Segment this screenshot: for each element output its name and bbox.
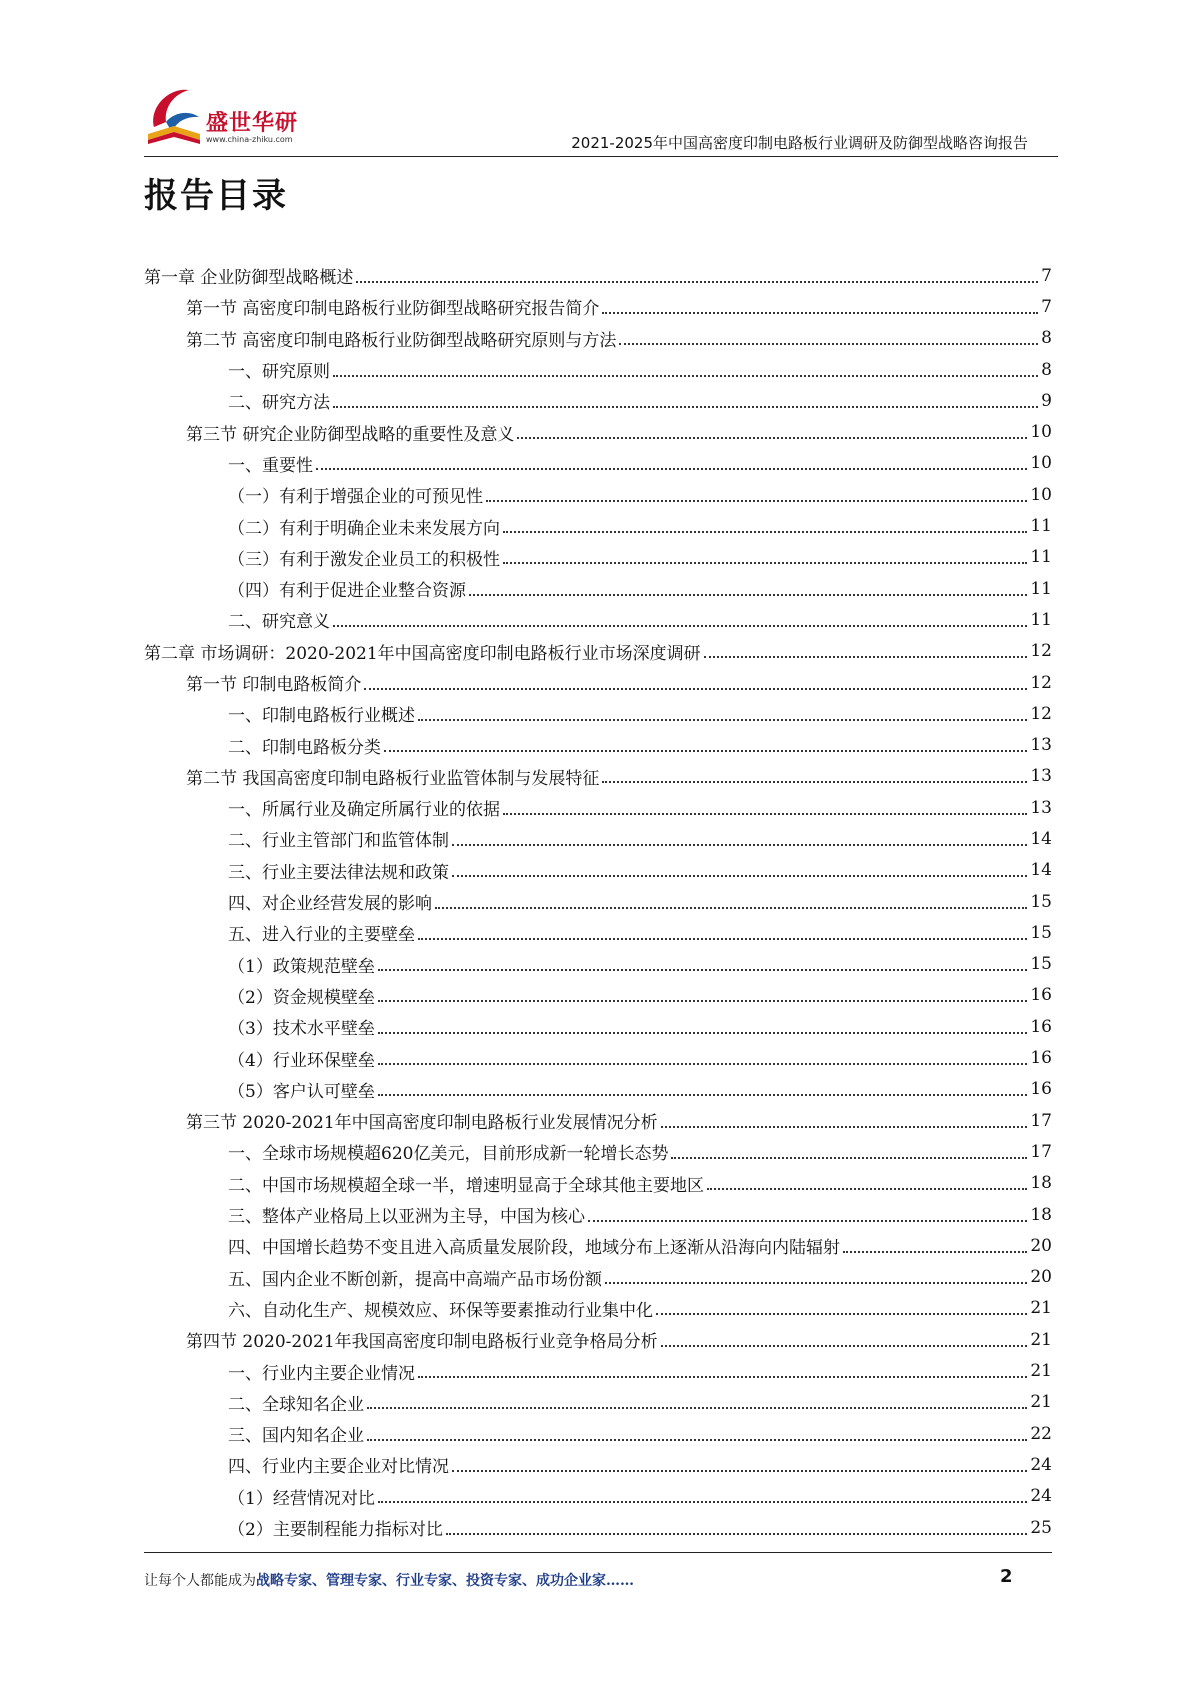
toc-dot-leader — [602, 312, 1038, 314]
toc-entry[interactable] — [144, 823, 1052, 854]
toc-entry-page: 7 — [1041, 265, 1052, 286]
toc-entry-page: 13 — [1030, 735, 1052, 756]
toc-entry-title: 第二章 市场调研：2020-2021年中国高密度印制电路板行业市场深度调研 — [144, 643, 701, 664]
toc-dot-leader — [588, 1220, 1027, 1222]
toc-entry-title: 四、对企业经营发展的影响 — [228, 894, 432, 915]
footer-slogan — [144, 1570, 634, 1590]
toc-entry-page: 10 — [1030, 453, 1052, 474]
toc-entry-page: 12 — [1030, 641, 1052, 662]
toc-entry[interactable] — [144, 1449, 1052, 1480]
toc-dot-leader — [435, 907, 1027, 909]
toc-entry-title: 一、研究原则 — [228, 362, 330, 383]
slogan-prefix: 让每个人都能成为 — [144, 1573, 256, 1589]
toc-dot-leader — [469, 594, 1027, 596]
toc-entry-page: 16 — [1030, 985, 1052, 1006]
toc-dot-leader — [378, 1032, 1028, 1034]
toc-entry-page: 9 — [1041, 390, 1052, 411]
toc-entry-page: 13 — [1030, 797, 1052, 818]
toc-dot-leader — [384, 750, 1027, 752]
toc-entry[interactable] — [144, 1199, 1052, 1230]
toc-entry-page: 15 — [1030, 922, 1052, 943]
toc-dot-leader — [418, 938, 1027, 940]
toc-entry-page: 18 — [1030, 1204, 1052, 1225]
toc-dot-leader — [707, 1188, 1027, 1190]
toc-dot-leader — [316, 468, 1027, 470]
toc-entry-title: 一、行业内主要企业情况 — [228, 1363, 415, 1384]
toc-entry-title: 第一章 企业防御型战略概述 — [144, 268, 354, 289]
toc-entry-title: 一、重要性 — [228, 455, 313, 476]
toc-entry[interactable] — [144, 604, 1052, 635]
toc-entry[interactable] — [144, 917, 1052, 948]
toc-dot-leader — [661, 1345, 1028, 1347]
toc-entry-title: 五、进入行业的主要壁垒 — [228, 925, 415, 946]
toc-entry-page: 17 — [1030, 1110, 1052, 1131]
page-number: 2 — [1000, 1566, 1013, 1587]
toc-entry-title: 第二节 我国高密度印制电路板行业监管体制与发展特征 — [186, 768, 600, 789]
toc-entry-page: 22 — [1030, 1423, 1052, 1444]
toc-dot-leader — [333, 406, 1038, 408]
toc-entry-title: 第二节 高密度印制电路板行业防御型战略研究原则与方法 — [186, 330, 617, 351]
toc-entry[interactable] — [144, 1481, 1052, 1512]
toc-entry-page: 14 — [1030, 860, 1052, 881]
toc-entry[interactable] — [144, 1168, 1052, 1199]
toc-entry-page: 16 — [1030, 1079, 1052, 1100]
toc-entry-title: （4）行业环保壁垒 — [228, 1050, 375, 1071]
toc-entry-title: （1）政策规范壁垒 — [228, 956, 375, 977]
toc-entry-page: 16 — [1030, 1016, 1052, 1037]
toc-entry-page: 18 — [1030, 1173, 1052, 1194]
toc-entry[interactable] — [144, 1293, 1052, 1324]
document-title: 2021-2025年中国高密度印制电路板行业调研及防御型战略咨询报告 — [571, 134, 1028, 152]
toc-entry[interactable] — [144, 1230, 1052, 1261]
toc-entry[interactable] — [144, 1105, 1052, 1136]
toc-entry-page: 16 — [1030, 1048, 1052, 1069]
toc-dot-leader — [378, 1501, 1028, 1503]
toc-dot-leader — [367, 1439, 1027, 1441]
toc-dot-leader — [356, 281, 1038, 283]
toc-entry[interactable] — [144, 291, 1052, 322]
toc-entry-page: 15 — [1030, 954, 1052, 975]
toc-entry-title: 三、整体产业格局上以亚洲为主导，中国为核心 — [228, 1207, 585, 1228]
toc-entry-page: 8 — [1041, 359, 1052, 380]
toc-entry-page: 12 — [1030, 703, 1052, 724]
toc-dot-leader — [605, 1282, 1027, 1284]
toc-entry[interactable] — [144, 573, 1052, 604]
toc-entry-page: 14 — [1030, 828, 1052, 849]
company-logo — [144, 82, 314, 157]
toc-dot-leader — [367, 1407, 1027, 1409]
toc-entry-title: （二）有利于明确企业未来发展方向 — [228, 518, 500, 539]
toc-dot-leader — [704, 656, 1028, 658]
toc-entry-title: （一）有利于增强企业的可预见性 — [228, 487, 483, 508]
toc-dot-leader — [333, 375, 1038, 377]
footer-divider — [144, 1552, 1052, 1553]
toc-dot-leader — [333, 625, 1027, 627]
toc-entry-title: 第一节 高密度印制电路板行业防御型战略研究报告简介 — [186, 299, 600, 320]
toc-entry[interactable] — [144, 761, 1052, 792]
toc-entry-page: 11 — [1030, 609, 1052, 630]
toc-entry[interactable] — [144, 260, 1052, 291]
toc-dot-leader — [452, 875, 1027, 877]
toc-dot-leader — [503, 562, 1027, 564]
toc-entry-title: 二、印制电路板分类 — [228, 737, 381, 758]
toc-dot-leader — [503, 813, 1027, 815]
toc-dot-leader — [656, 1313, 1027, 1315]
toc-dot-leader — [661, 1126, 1028, 1128]
toc-entry[interactable] — [144, 1074, 1052, 1105]
toc-entry-page: 13 — [1030, 766, 1052, 787]
toc-entry[interactable] — [144, 542, 1052, 573]
toc-dot-leader — [418, 719, 1027, 721]
toc-entry[interactable] — [144, 1387, 1052, 1418]
toc-entry-page: 11 — [1030, 547, 1052, 568]
toc-entry-page: 10 — [1030, 422, 1052, 443]
toc-entry-title: 一、印制电路板行业概述 — [228, 706, 415, 727]
logo-url: www.china-zhiku.com — [206, 135, 293, 144]
page-header — [144, 70, 1058, 160]
toc-entry-title: 二、全球知名企业 — [228, 1394, 364, 1415]
toc-entry[interactable] — [144, 479, 1052, 510]
toc-dot-leader — [364, 688, 1027, 690]
toc-entry-page: 12 — [1030, 672, 1052, 693]
toc-entry-title: 三、行业主要法律法规和政策 — [228, 862, 449, 883]
slogan-highlight: 战略专家、管理专家、行业专家、投资专家、成功企业家…… — [256, 1573, 634, 1589]
toc-dot-leader — [619, 343, 1038, 345]
toc-entry-title: （3）技术水平壁垒 — [228, 1019, 375, 1040]
toc-entry[interactable] — [144, 729, 1052, 760]
toc-entry-title: 四、中国增长趋势不变且进入高质量发展阶段，地域分布上逐渐从沿海向内陆辐射 — [228, 1238, 840, 1259]
table-of-contents — [144, 260, 1052, 1543]
toc-entry-title: 六、自动化生产、规模效应、环保等要素推动行业集中化 — [228, 1300, 653, 1321]
toc-dot-leader — [486, 500, 1027, 502]
toc-dot-leader — [602, 781, 1027, 783]
toc-entry[interactable] — [144, 886, 1052, 917]
toc-entry[interactable] — [144, 354, 1052, 385]
toc-entry-title: 四、行业内主要企业对比情况 — [228, 1457, 449, 1478]
toc-dot-leader — [378, 1094, 1028, 1096]
toc-entry-title: （1）经营情况对比 — [228, 1488, 375, 1509]
toc-entry[interactable] — [144, 323, 1052, 354]
toc-entry[interactable] — [144, 980, 1052, 1011]
toc-entry[interactable] — [144, 1418, 1052, 1449]
toc-entry-title: （2）资金规模壁垒 — [228, 987, 375, 1008]
toc-entry[interactable] — [144, 949, 1052, 980]
toc-entry[interactable] — [144, 1011, 1052, 1042]
toc-dot-leader — [452, 1470, 1027, 1472]
toc-entry-page: 11 — [1030, 516, 1052, 537]
toc-entry-title: （2）主要制程能力指标对比 — [228, 1520, 443, 1541]
toc-dot-leader — [378, 969, 1028, 971]
toc-entry-title: 第三节 2020-2021年中国高密度印制电路板行业发展情况分析 — [186, 1113, 658, 1134]
toc-dot-leader — [503, 531, 1027, 533]
toc-entry[interactable] — [144, 1136, 1052, 1167]
toc-entry-page: 24 — [1030, 1454, 1052, 1475]
toc-entry-title: 二、研究方法 — [228, 393, 330, 414]
toc-entry-title: 二、行业主管部门和监管体制 — [228, 831, 449, 852]
toc-entry-title: （三）有利于激发企业员工的积极性 — [228, 549, 500, 570]
toc-entry-page: 11 — [1030, 578, 1052, 599]
logo-swirl-icon — [144, 82, 204, 152]
toc-entry[interactable] — [144, 667, 1052, 698]
toc-entry[interactable] — [144, 510, 1052, 541]
toc-entry-page: 21 — [1030, 1361, 1052, 1382]
toc-dot-leader — [378, 1000, 1028, 1002]
toc-entry-page: 17 — [1030, 1141, 1052, 1162]
toc-entry-title: 三、国内知名企业 — [228, 1426, 364, 1447]
toc-entry-page: 25 — [1030, 1517, 1052, 1538]
toc-dot-leader — [843, 1251, 1027, 1253]
toc-entry-title: （5）客户认可壁垒 — [228, 1081, 375, 1102]
toc-entry-page: 21 — [1030, 1329, 1052, 1350]
toc-entry[interactable] — [144, 416, 1052, 447]
toc-entry[interactable] — [144, 1262, 1052, 1293]
toc-entry-title: 二、中国市场规模超全球一半，增速明显高于全球其他主要地区 — [228, 1175, 704, 1196]
toc-entry-title: （四）有利于促进企业整合资源 — [228, 581, 466, 602]
toc-entry[interactable] — [144, 385, 1052, 416]
toc-entry-page: 21 — [1030, 1298, 1052, 1319]
logo-name: 盛世华研 — [206, 111, 299, 136]
toc-dot-leader — [418, 1376, 1027, 1378]
toc-entry[interactable] — [144, 448, 1052, 479]
toc-entry[interactable] — [144, 636, 1052, 667]
toc-entry-title: 第四节 2020-2021年我国高密度印制电路板行业竞争格局分析 — [186, 1332, 658, 1353]
toc-entry[interactable] — [144, 1355, 1052, 1386]
toc-entry-page: 7 — [1041, 296, 1052, 317]
toc-entry[interactable] — [144, 855, 1052, 886]
toc-dot-leader — [452, 844, 1027, 846]
toc-entry-page: 10 — [1030, 484, 1052, 505]
toc-entry-title: 五、国内企业不断创新，提高中高端产品市场份额 — [228, 1269, 602, 1290]
toc-entry-title: 一、全球市场规模超620亿美元，目前形成新一轮增长态势 — [228, 1144, 669, 1165]
toc-entry-page: 15 — [1030, 891, 1052, 912]
page-title: 报告目录 — [144, 176, 288, 216]
toc-entry-page: 20 — [1030, 1267, 1052, 1288]
toc-entry-title: 二、研究意义 — [228, 612, 330, 633]
toc-entry[interactable] — [144, 1042, 1052, 1073]
toc-dot-leader — [517, 437, 1027, 439]
toc-entry-page: 21 — [1030, 1392, 1052, 1413]
toc-dot-leader — [446, 1533, 1028, 1535]
toc-entry-page: 24 — [1030, 1486, 1052, 1507]
toc-entry-title: 一、所属行业及确定所属行业的依据 — [228, 800, 500, 821]
toc-entry-page: 20 — [1030, 1235, 1052, 1256]
header-divider — [144, 156, 1058, 157]
toc-entry[interactable] — [144, 1512, 1052, 1543]
toc-entry-page: 8 — [1041, 328, 1052, 349]
toc-entry-title: 第三节 研究企业防御型战略的重要性及意义 — [186, 424, 515, 445]
toc-entry-title: 第一节 印制电路板简介 — [186, 675, 362, 695]
toc-entry[interactable] — [144, 698, 1052, 729]
toc-entry[interactable] — [144, 792, 1052, 823]
toc-entry[interactable] — [144, 1324, 1052, 1355]
toc-dot-leader — [671, 1157, 1027, 1159]
toc-dot-leader — [378, 1063, 1028, 1065]
